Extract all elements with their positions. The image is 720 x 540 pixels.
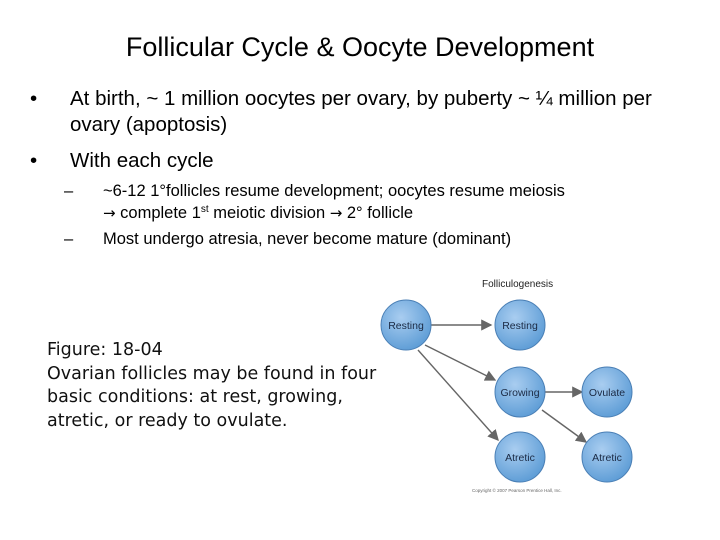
node-growing (495, 367, 545, 417)
folliculogenesis-diagram (380, 270, 626, 500)
figure-caption (47, 339, 377, 433)
arrow-right-icon: → (329, 204, 343, 222)
caption-description: Ovarian follicles may be found in four basic conditions: at rest, growing, atretic, or ready to ovulate. (47, 363, 377, 431)
sub-bullet-text: meiotic division (208, 204, 330, 222)
svg-text:Atretic: Atretic (505, 452, 535, 464)
arrow-line (542, 410, 586, 442)
figure-header: Folliculogenesis (482, 279, 554, 290)
caption-figure-number: Figure: 18-04 (47, 340, 163, 360)
bullet-list (28, 86, 698, 254)
svg-text:Resting: Resting (502, 320, 538, 332)
bullet-text: With each cycle (70, 149, 214, 172)
svg-text:Atretic: Atretic (592, 452, 622, 464)
bullet-item (28, 148, 698, 174)
sub-bullet-item (28, 180, 698, 224)
sub-bullet-text: 2° follicle (342, 204, 414, 222)
node-resting-right (495, 300, 545, 350)
node-ovulate (582, 367, 632, 417)
node-atretic-left (495, 432, 545, 482)
sub-bullet-item (28, 228, 698, 250)
node-atretic-right (582, 432, 632, 482)
folliculogenesis-figure (380, 270, 626, 500)
bullet-marker: • (30, 149, 38, 172)
superscript: st (200, 204, 209, 215)
arrow-line (418, 350, 498, 440)
slide-title: Follicular Cycle & Oocyte Development (125, 32, 595, 62)
copyright-text: Copyright © 2007 Pearson Prentice Hall, Inc. (472, 488, 562, 493)
sub-bullet-text: ~6-12 1°follicles resume development; oocytes resume meiosis (103, 182, 565, 200)
node-resting-left (381, 300, 431, 350)
sub-bullet-marker: – (64, 182, 74, 200)
svg-text:Resting: Resting (388, 320, 424, 332)
arrow-line (425, 345, 495, 380)
sub-bullet-text: complete 1 (115, 204, 201, 222)
svg-text:Ovulate: Ovulate (588, 387, 626, 399)
sub-bullet-marker: – (64, 230, 74, 248)
bullet-item (28, 86, 698, 138)
bullet-text: At birth, ~ 1 million oocytes per ovary, by puberty ~ ¼ million per ovary (apoptosis) (70, 87, 652, 136)
sub-bullet-text: Most undergo atresia, never become mature (dominant) (103, 230, 512, 248)
bullet-marker: • (30, 87, 38, 110)
svg-text:Growing: Growing (500, 387, 540, 399)
arrow-right-icon: → (103, 204, 116, 222)
